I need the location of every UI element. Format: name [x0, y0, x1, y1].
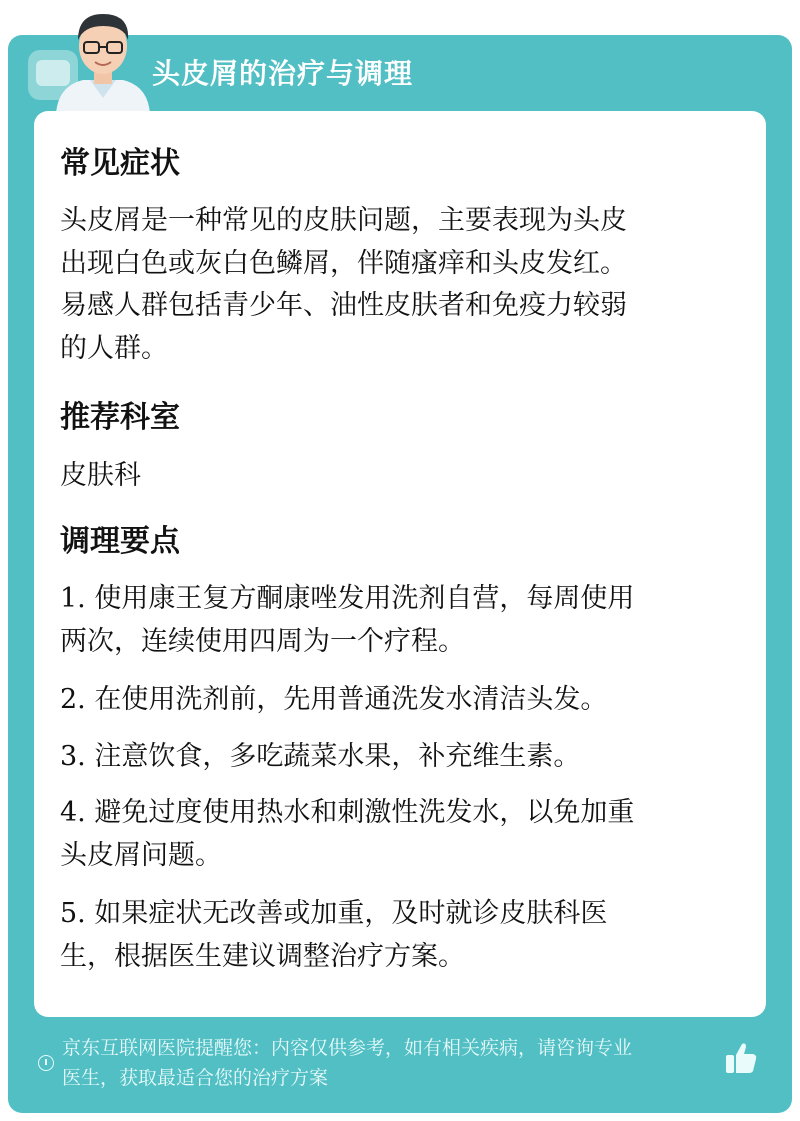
department-value: 皮肤科 — [60, 460, 141, 491]
list-item: 5. 如果症状无改善或加重，及时就诊皮肤科医 生，根据医生建议调整治疗方案。 — [60, 898, 608, 972]
section-title-department: 推荐科室 — [60, 400, 180, 435]
doctor-avatar — [48, 6, 158, 114]
section-title-care: 调理要点 — [60, 524, 180, 559]
list-item: 3. 注意饮食，多吃蔬菜水果，补充维生素。 — [60, 741, 581, 772]
section-title-symptoms: 常见症状 — [60, 146, 180, 181]
thumbs-up-icon[interactable] — [724, 1040, 758, 1076]
footer-disclaimer: 京东互联网医院提醒您：内容仅供参考，如有相关疾病，请咨询专业 医生，获取最适合您的治疗方案 — [62, 1037, 633, 1089]
symptoms-text: 头皮屑是一种常见的皮肤问题，主要表现为头皮 出现白色或灰白色鳞屑，伴随瘙痒和头皮发红。 易感人群包括青少年、油性皮肤者和免疫力较弱 的人群。 — [60, 205, 627, 364]
info-icon — [38, 1055, 54, 1071]
list-item: 4. 避免过度使用热水和刺激性洗发水，以免加重 头皮屑问题。 — [60, 797, 635, 871]
list-item: 2. 在使用洗剂前，先用普通洗发水清洁头发。 — [60, 684, 608, 715]
list-item: 1. 使用康王复方酮康唑发用洗剂自营，每周使用 两次，连续使用四周为一个疗程。 — [60, 583, 635, 657]
page-title: 头皮屑的治疗与调理 — [152, 57, 414, 90]
